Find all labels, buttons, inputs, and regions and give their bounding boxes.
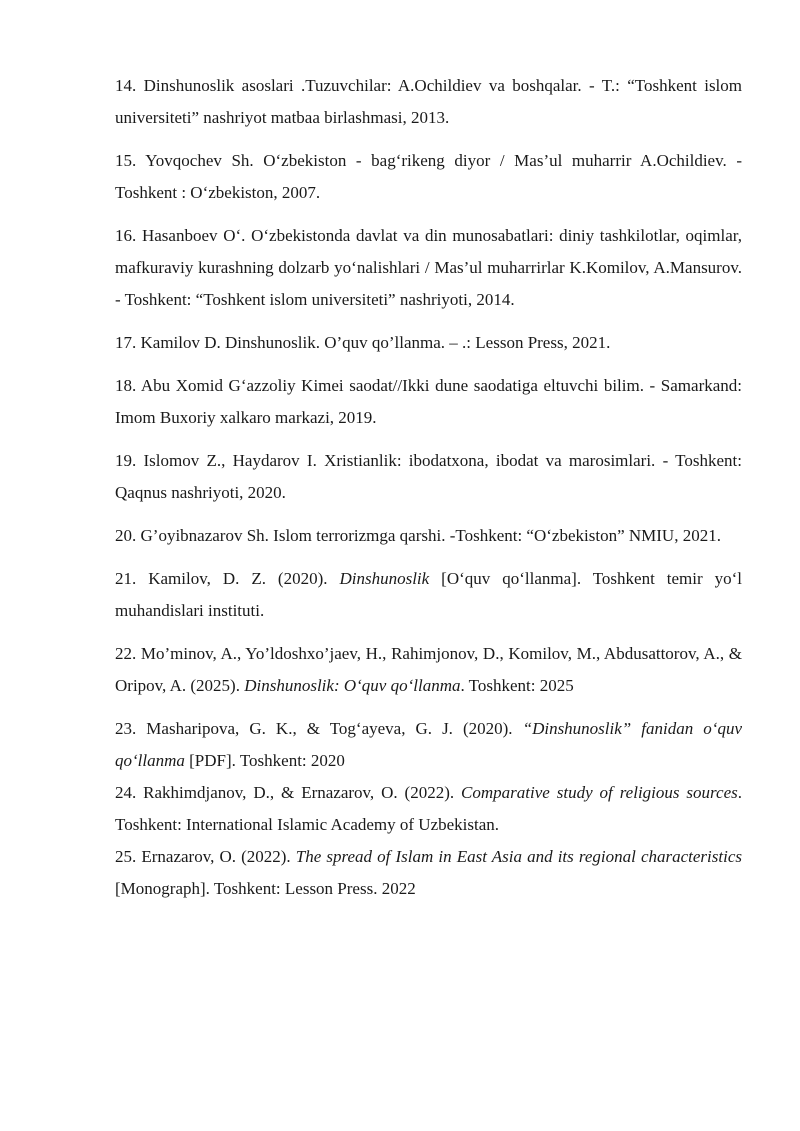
- reference-title: Dinshunoslik: [339, 569, 430, 588]
- reference-19: [115, 445, 742, 509]
- reference-text: [O‘quv qo‘llanma]. Toshkent temir yo‘l muhandislari instituti.: [115, 569, 743, 620]
- reference-17: [115, 327, 742, 359]
- reference-text: . Toshkent: 2025: [460, 676, 574, 695]
- reference-21: [115, 563, 742, 627]
- reference-15: [115, 145, 742, 209]
- reference-16: [115, 220, 742, 316]
- reference-text: 17. Kamilov D. Dinshunoslik. O’quv qo’llanma. – .: Lesson Press, 2021.: [115, 333, 611, 352]
- reference-text: 24. Rakhimdjanov, D., & Ernazarov, O. (2022).: [115, 783, 462, 802]
- reference-text: [PDF]. Toshkent: 2020: [184, 751, 345, 770]
- reference-text: 25. Ernazarov, O. (2022).: [115, 847, 296, 866]
- reference-18: [115, 370, 742, 434]
- reference-title: The spread of Islam in East Asia and its regional characteristics: [295, 847, 742, 866]
- reference-title: Dinshunoslik: O‘quv qo‘llanma: [244, 676, 461, 695]
- reference-text: 23. Masharipova, G. K., & Tog‘ayeva, G. J. (2020).: [115, 719, 523, 738]
- reference-text: 16. Hasanboev O‘. O‘zbekistonda davlat va din munosabatlari: diniy tashkilotlar, oqimlar, mafkuraviy kurashning dolzarb yo‘nalishlari / Mas’ul muharrirlar K.Komilov, A.Mansurov. - Toshkent: “Toshkent islom universiteti” nashriyoti, 2014.: [115, 226, 742, 309]
- reference-title: “Dinshunoslik” fanidan o‘quv qo‘llanma: [115, 719, 742, 770]
- reference-14: [115, 70, 742, 134]
- reference-25: [115, 841, 742, 905]
- reference-23: [115, 713, 742, 777]
- reference-title: Comparative study of religious sources: [461, 783, 738, 802]
- reference-20: [115, 520, 742, 552]
- reference-text: 15. Yovqochev Sh. O‘zbekiston - bag‘rikeng diyor / Mas’ul muharrir A.Ochildiev. - Toshkent : O‘zbekiston, 2007.: [115, 151, 742, 202]
- reference-text: 19. Islomov Z., Haydarov I. Xristianlik: ibodatxona, ibodat va marosimlari. - Toshkent: Qaqnus nashriyoti, 2020.: [115, 451, 742, 502]
- reference-24: [115, 777, 742, 841]
- reference-text: 14. Dinshunoslik asoslari .Tuzuvchilar: A.Ochildiev va boshqalar. - T.: “Toshkent islom universiteti” nashriyot matbaa birlashmasi, 2013.: [115, 76, 742, 127]
- reference-text: . Toshkent: International Islamic Academy of Uzbekistan.: [115, 783, 742, 834]
- reference-text: 18. Abu Xomid G‘azzoliy Kimei saodat//Ikki dune saodatiga eltuvchi bilim. - Samarkand: Imom Buxoriy xalkaro markazi, 2019.: [115, 376, 742, 427]
- reference-22: [115, 638, 742, 702]
- reference-text: 21. Kamilov, D. Z. (2020).: [115, 569, 340, 588]
- reference-text: 22. Mo’minov, A., Yo’ldoshxo’jaev, H., Rahimjonov, D., Komilov, M., Abdusattorov, A., & Oripov, A. (2025).: [115, 644, 742, 695]
- reference-text: [Monograph]. Toshkent: Lesson Press. 2022: [115, 879, 416, 898]
- reference-text: 20. G’oyibnazarov Sh. Islom terrorizmga qarshi. -Toshkent: “O‘zbekiston” NMIU, 2021.: [115, 526, 721, 545]
